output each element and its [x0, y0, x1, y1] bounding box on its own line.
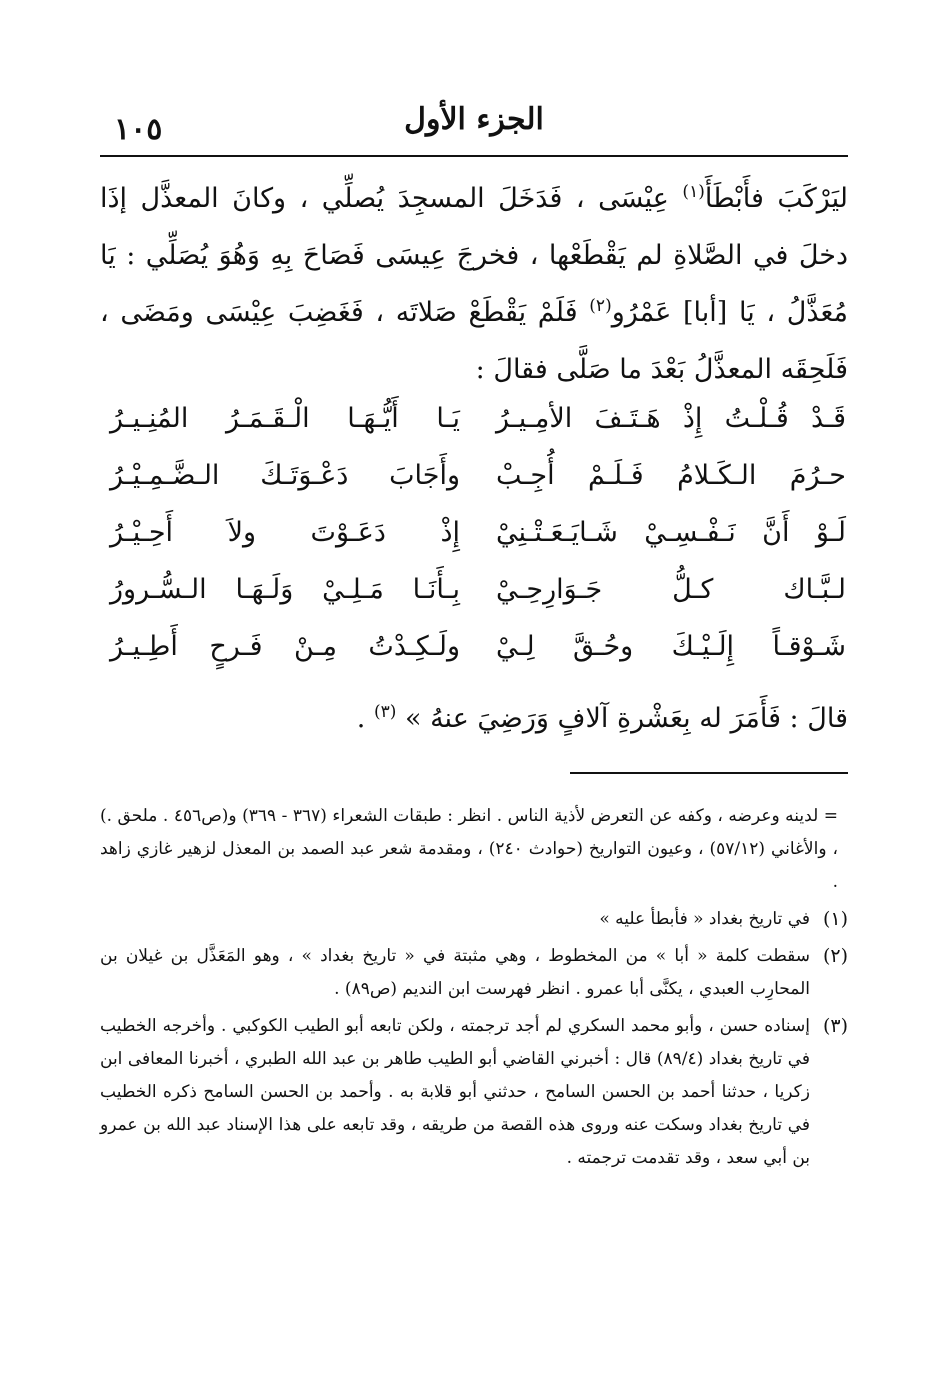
- narrative-paragraph: [100, 170, 848, 398]
- footnotes: [100, 800, 848, 1179]
- verse-second-hemistich: وأَجَابَ دَعْـوَتَـكَ الـضَّـمِـيْـرُ: [110, 460, 460, 491]
- verse-second-hemistich: ولَـكِـدْتُ مِـنْ فَـرحٍ أَطِـيـرُ: [110, 631, 460, 662]
- footnote-2: [100, 940, 848, 1006]
- verse-line: [110, 517, 846, 574]
- footnote-text: في تاريخ بغداد « فأبطأ عليه »: [599, 909, 810, 929]
- footnote-ref-2[interactable]: (٢): [589, 296, 612, 316]
- narrative-text-2: عِيْسَى ، فَدَخَلَ المسجِدَ يُصلِّي ، وكانَ المعذَّل إذَا دخلَ في الصَّلاةِ لم يَقْطَعْها ، فخرجَ عِيسَى فَصَاحَ بِهِ وَهُوَ يُصَلِّي : يَا مُعَذَّلُ ، يَا [أبا] عَمْرُو: [100, 183, 848, 328]
- footnote-continuation: = لدينه وعرضه ، وكفه عن التعرض لأذية الناس . انظر : طبقات الشعراء (٣٦٧ - ٣٦٩) و(ص٤٥٦ . ملحق .) ، والأغاني (٥٧/١٢) ، وعيون التواريخ (حوادث ٢٤٠) ، ومقدمة شعر عبد الصمد بن المعذل لزهير غازي زاهد .: [100, 806, 838, 892]
- verse-first-hemistich: لـبَّـاك كـلُّ جَـوَارِحِـيْ: [496, 574, 846, 605]
- running-header: [100, 98, 848, 154]
- narrative-text-3: فَلَمْ يَقْطَعْ صَلاتَه ، فَغَضِبَ عِيْسَى ومَضَى ، فَلَحِقَه المعذَّلُ بَعْدَ ما صَلَّى فقالَ :: [100, 297, 848, 385]
- verse-first-hemistich: لَـوْ أَنَّ نَـفْـسِـيْ شَـايَـعَـتْـنِيْ: [496, 517, 846, 548]
- closing-text: قالَ : فَأَمَرَ له بِعَشْرةِ آلافٍ وَرَضِيَ عنهُ »: [404, 703, 848, 734]
- main-text: [100, 170, 848, 398]
- closing-line: [100, 690, 848, 747]
- footnote-text: إسناده حسن ، وأبو محمد السكري لم أجد ترجمته ، ولكن تابعه أبو الطيب الكوكبي . وأخرجه الخطيب في تاريخ بغداد (٨٩/٤) قال : أخبرني القاضي أبو الطيب طاهر بن عبد الله الطبري ، أخبرنا المعافى ابن زكريا ، حدثنا أحمد بن الحسن السامح ، حدثني أبو قلابة به . وأحمد بن الحسن السامح ذكره الخطيب في تاريخ بغداد وسكت عنه وروى هذه القصة من طريقه ، وقد تابعه على هذا الإسناد عبد الله بن عمرو بن أبي سعد ، وقد تقدمت ترجمته .: [100, 1016, 810, 1168]
- page-number: ١٠٥: [114, 112, 163, 147]
- footnote-3: [100, 1010, 848, 1175]
- footnote-ref-1[interactable]: (١): [682, 182, 705, 202]
- verse-second-hemistich: بِـأَنَـا مَـلِـيْ وَلَـهَـا الـسُّـرورُ: [110, 574, 460, 605]
- verse-second-hemistich: إِذْ دَعَـوْتَ ولاَ أَحِـيْـرُ: [110, 517, 460, 548]
- footnote-number: (١): [822, 908, 848, 930]
- poem: [110, 403, 846, 688]
- footnote-text: سقطت كلمة « أبا » من المخطوط ، وهي مثبتة في « تاريخ بغداد » ، وهو المَعَذَّل بن غيلان بن المحارِب العبدي ، يكنَّى أبا عمرو . انظر فهرست ابن النديم (ص٨٩) .: [100, 946, 810, 999]
- footnote-number: (٣): [822, 1015, 848, 1037]
- footnote-1: [100, 903, 848, 936]
- footnote-ref-3[interactable]: (٣): [373, 702, 397, 722]
- verse-line: [110, 631, 846, 688]
- footnote-rule: [570, 772, 848, 774]
- closing-end: .: [356, 703, 366, 734]
- verse-second-hemistich: يَـا أَيُّـهَـا الْـقَـمَـرُ المُنِـيـرُ: [110, 403, 460, 434]
- verse-first-hemistich: شَـوْقـاً إِلَـيْـكَ وحُـقَّ لِـيْ: [496, 631, 846, 662]
- part-title: الجزء الأول: [404, 102, 544, 137]
- footnote-number: (٢): [822, 945, 848, 967]
- header-rule: [100, 155, 848, 157]
- verse-line: [110, 403, 846, 460]
- narrative-text-1: ليَرْكَبَ فأَبْطَأَ: [704, 183, 848, 214]
- verse-first-hemistich: قَـدْ قُـلْـتُ إِذْ هَـتَـفَ الأمِـيـرُ: [496, 403, 846, 434]
- verse-line: [110, 460, 846, 517]
- verse-line: [110, 574, 846, 631]
- verse-first-hemistich: حـرُمَ الـكَـلامُ فَـلَـمْ أُجِـبْ: [496, 460, 846, 491]
